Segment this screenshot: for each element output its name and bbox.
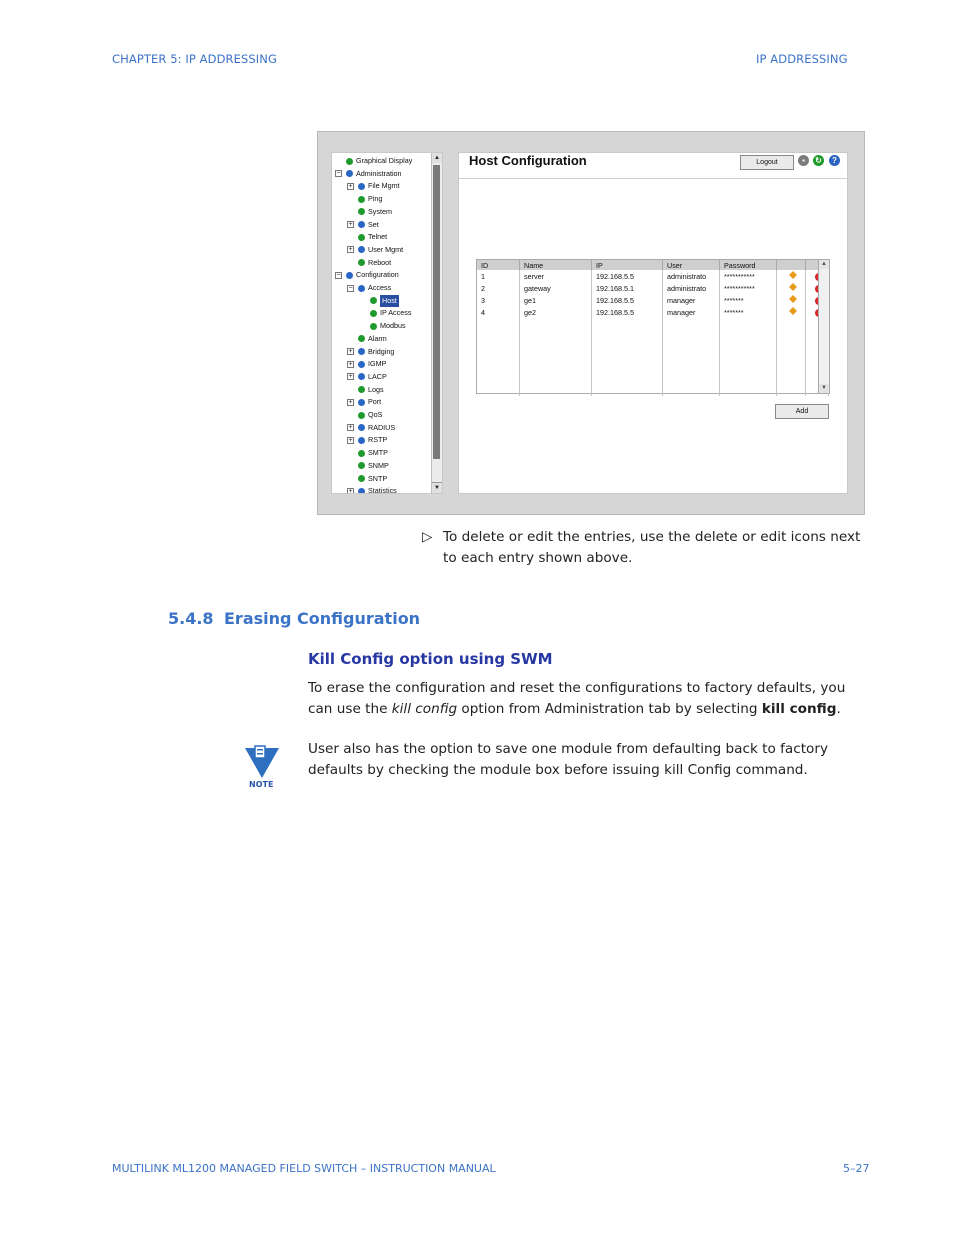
nav-item[interactable] [347, 434, 387, 446]
host-table [476, 259, 830, 394]
logout-button[interactable]: Logout [740, 155, 794, 170]
nav-item-label: File Mgmt [368, 181, 400, 191]
cell-name: gateway [520, 282, 592, 294]
nav-item-label: Port [368, 397, 382, 407]
nav-item[interactable] [347, 422, 395, 434]
nav-item[interactable] [347, 219, 379, 231]
folder-bullet-icon [358, 361, 365, 368]
expand-icon[interactable]: + [348, 373, 353, 381]
nav-item[interactable] [347, 206, 392, 218]
page-bullet-icon [358, 475, 365, 482]
note-label: NOTE [249, 780, 274, 789]
nav-item-label: Configuration [356, 270, 399, 280]
nav-item[interactable] [347, 384, 384, 396]
nav-item-label: LACP [368, 371, 387, 381]
page-bullet-icon [358, 259, 365, 266]
scroll-thumb[interactable] [433, 165, 440, 459]
scroll-up-icon[interactable]: ▲ [432, 153, 442, 163]
folder-bullet-icon [358, 373, 365, 380]
cell-ip: 192.168.5.5 [592, 270, 663, 282]
page-bullet-icon [370, 310, 377, 317]
kill-config-bold: kill config [761, 701, 837, 717]
nav-tree [331, 152, 443, 494]
nav-item-label: RSTP [368, 435, 388, 445]
nav-item-label: Telnet [368, 232, 388, 242]
page-title: Host Configuration [469, 153, 587, 168]
nav-item[interactable] [347, 396, 381, 408]
expand-icon[interactable]: + [348, 424, 353, 432]
folder-bullet-icon [358, 183, 365, 190]
cell-password: ******* [720, 306, 777, 318]
section-heading [168, 609, 420, 628]
cell-id: 2 [477, 282, 520, 294]
folder-bullet-icon [358, 221, 365, 228]
expand-icon[interactable]: + [348, 348, 353, 355]
column-header-edit [777, 260, 806, 270]
cell-password: ******* [720, 294, 777, 306]
table-row [477, 270, 829, 282]
cell-name: server [520, 270, 592, 282]
nav-item-label: SNTP [368, 473, 388, 483]
collapse-icon[interactable]: − [336, 170, 341, 178]
folder-bullet-icon [358, 348, 365, 355]
table-scroll-down-icon[interactable]: ▼ [819, 384, 829, 393]
folder-bullet-icon [358, 399, 365, 406]
nav-item-label: Ping [368, 194, 383, 204]
cell-user: administrato [663, 282, 720, 294]
edit-icon[interactable] [789, 295, 797, 303]
nav-item[interactable] [347, 257, 391, 269]
nav-item[interactable] [347, 460, 389, 472]
folder-bullet-icon [358, 488, 365, 494]
page-bullet-icon [370, 297, 377, 304]
column-header-id: ID [477, 260, 520, 270]
page-bullet-icon [370, 323, 377, 330]
folder-bullet-icon [358, 246, 365, 253]
cell-user: manager [663, 306, 720, 318]
nav-item-label: Bridging [368, 346, 395, 356]
cell-password: *********** [720, 282, 777, 294]
table-scroll-up-icon[interactable]: ▲ [819, 260, 829, 269]
kill-config-italic: kill config [391, 701, 458, 717]
nav-item-label: Graphical Display [356, 156, 413, 165]
footer-title: MULTILINK ML1200 MANAGED FIELD SWITCH – INSTRUCTION MANUAL [112, 1162, 496, 1175]
page-bullet-icon [346, 158, 353, 165]
nav-item[interactable] [347, 231, 387, 243]
column-header-password: Password [720, 260, 777, 270]
nav-item-label: IGMP [368, 359, 387, 369]
cell-ip: 192.168.5.1 [592, 282, 663, 294]
nav-item[interactable] [359, 307, 411, 319]
nav-item[interactable] [347, 447, 388, 459]
page-bullet-icon [358, 450, 365, 457]
column-header-user: User [663, 260, 720, 270]
cell-name: ge2 [520, 306, 592, 318]
nav-item[interactable] [347, 358, 386, 370]
page-bullet-icon [358, 412, 365, 419]
host-config-screenshot [317, 131, 865, 515]
nav-scrollbar[interactable] [431, 153, 442, 493]
edit-icon[interactable] [789, 307, 797, 315]
expand-icon[interactable]: + [348, 246, 353, 254]
column-header-ip: IP [592, 260, 663, 270]
cell-ip: 192.168.5.5 [592, 306, 663, 318]
cell-id: 1 [477, 270, 520, 282]
nav-item-label: SNMP [368, 460, 389, 470]
cell-ip: 192.168.5.5 [592, 294, 663, 306]
nav-item-label: QoS [368, 410, 383, 419]
save-icon[interactable]: ▪ [798, 155, 809, 166]
running-header-section: IP ADDRESSING [756, 52, 848, 66]
expand-icon[interactable]: + [348, 398, 353, 406]
nav-item[interactable] [347, 371, 387, 383]
nav-item[interactable] [347, 473, 387, 485]
nav-item-label: Alarm [368, 333, 387, 343]
nav-item-label: Modbus [380, 321, 406, 331]
cell-id: 4 [477, 306, 520, 318]
section-number: 5.4.8 [168, 609, 214, 628]
nav-item-label: Access [368, 283, 392, 292]
nav-item[interactable] [347, 282, 391, 294]
table-scrollbar[interactable] [818, 260, 829, 393]
nav-item[interactable] [335, 269, 399, 281]
page-number: 5–27 [843, 1162, 870, 1175]
nav-item-label: RADIUS [368, 422, 396, 432]
cell-password: *********** [720, 270, 777, 282]
subsection-heading: Kill Config option using SWM [308, 650, 553, 668]
nav-item[interactable] [347, 485, 397, 494]
nav-item-label: System [368, 206, 392, 216]
cell-user: manager [663, 294, 720, 306]
table-row [477, 306, 829, 318]
bullet-marker: ▷ [422, 529, 433, 545]
paragraph-kill-config: To erase the configuration and reset the configurations to factory defaults, you can use the kill config option from Administration tab by selecting kill config. [308, 680, 846, 717]
nav-item[interactable] [335, 168, 402, 180]
cell-user: administrato [663, 270, 720, 282]
nav-item-label: Statistics [368, 486, 397, 494]
table-row [477, 282, 829, 294]
page-bullet-icon [358, 208, 365, 215]
nav-item[interactable] [359, 320, 406, 332]
nav-item[interactable] [347, 409, 382, 421]
refresh-icon[interactable]: ↻ [813, 155, 824, 166]
section-title: Erasing Configuration [224, 609, 421, 628]
collapse-icon[interactable]: − [336, 271, 341, 279]
nav-item[interactable] [347, 244, 403, 256]
folder-bullet-icon [346, 170, 353, 177]
page-bullet-icon [358, 196, 365, 203]
main-panel [458, 152, 848, 494]
nav-item-label: SMTP [368, 448, 388, 458]
running-header-chapter: CHAPTER 5: IP ADDRESSING [112, 52, 277, 66]
table-row [477, 294, 829, 306]
help-icon[interactable]: ? [829, 155, 840, 166]
expand-icon[interactable]: + [348, 436, 353, 444]
expand-icon[interactable]: + [348, 487, 353, 494]
scroll-down-icon[interactable]: ▼ [432, 482, 442, 493]
folder-bullet-icon [358, 285, 365, 292]
nav-item-label: Administration [356, 168, 402, 178]
column-header-name: Name [520, 260, 592, 270]
expand-icon[interactable]: + [348, 360, 353, 368]
nav-item-label: Logs [368, 384, 384, 394]
folder-bullet-icon [358, 424, 365, 431]
expand-icon[interactable]: + [348, 182, 353, 190]
bullet-text: To delete or edit the entries, use the delete or edit icons next to each entry shown above. [443, 529, 861, 566]
expand-icon[interactable]: + [348, 221, 353, 228]
collapse-icon[interactable]: − [348, 284, 353, 292]
nav-item[interactable] [359, 295, 399, 307]
edit-icon[interactable] [789, 283, 797, 291]
add-button[interactable]: Add [775, 404, 829, 419]
nav-item-label: Reboot [368, 257, 392, 267]
cell-name: ge1 [520, 294, 592, 306]
nav-item[interactable] [347, 180, 400, 192]
page-bullet-icon [358, 462, 365, 469]
note-text: User also has the option to save one module from defaulting back to factory defaults by checking the module box before issuing kill Config command. [308, 741, 829, 778]
nav-item[interactable] [347, 333, 387, 345]
nav-item-label: Set [368, 219, 379, 229]
nav-item-label: User Mgmt [368, 244, 404, 254]
page-bullet-icon [358, 335, 365, 342]
nav-item[interactable] [347, 193, 382, 205]
page-bullet-icon [358, 234, 365, 241]
nav-item[interactable] [335, 155, 412, 167]
nav-item-label: Host [382, 295, 397, 305]
folder-bullet-icon [346, 272, 353, 279]
nav-item-label: IP Access [380, 308, 412, 318]
cell-id: 3 [477, 294, 520, 306]
folder-bullet-icon [358, 437, 365, 444]
page-bullet-icon [358, 386, 365, 393]
nav-item[interactable] [347, 346, 394, 358]
edit-icon[interactable] [789, 271, 797, 279]
